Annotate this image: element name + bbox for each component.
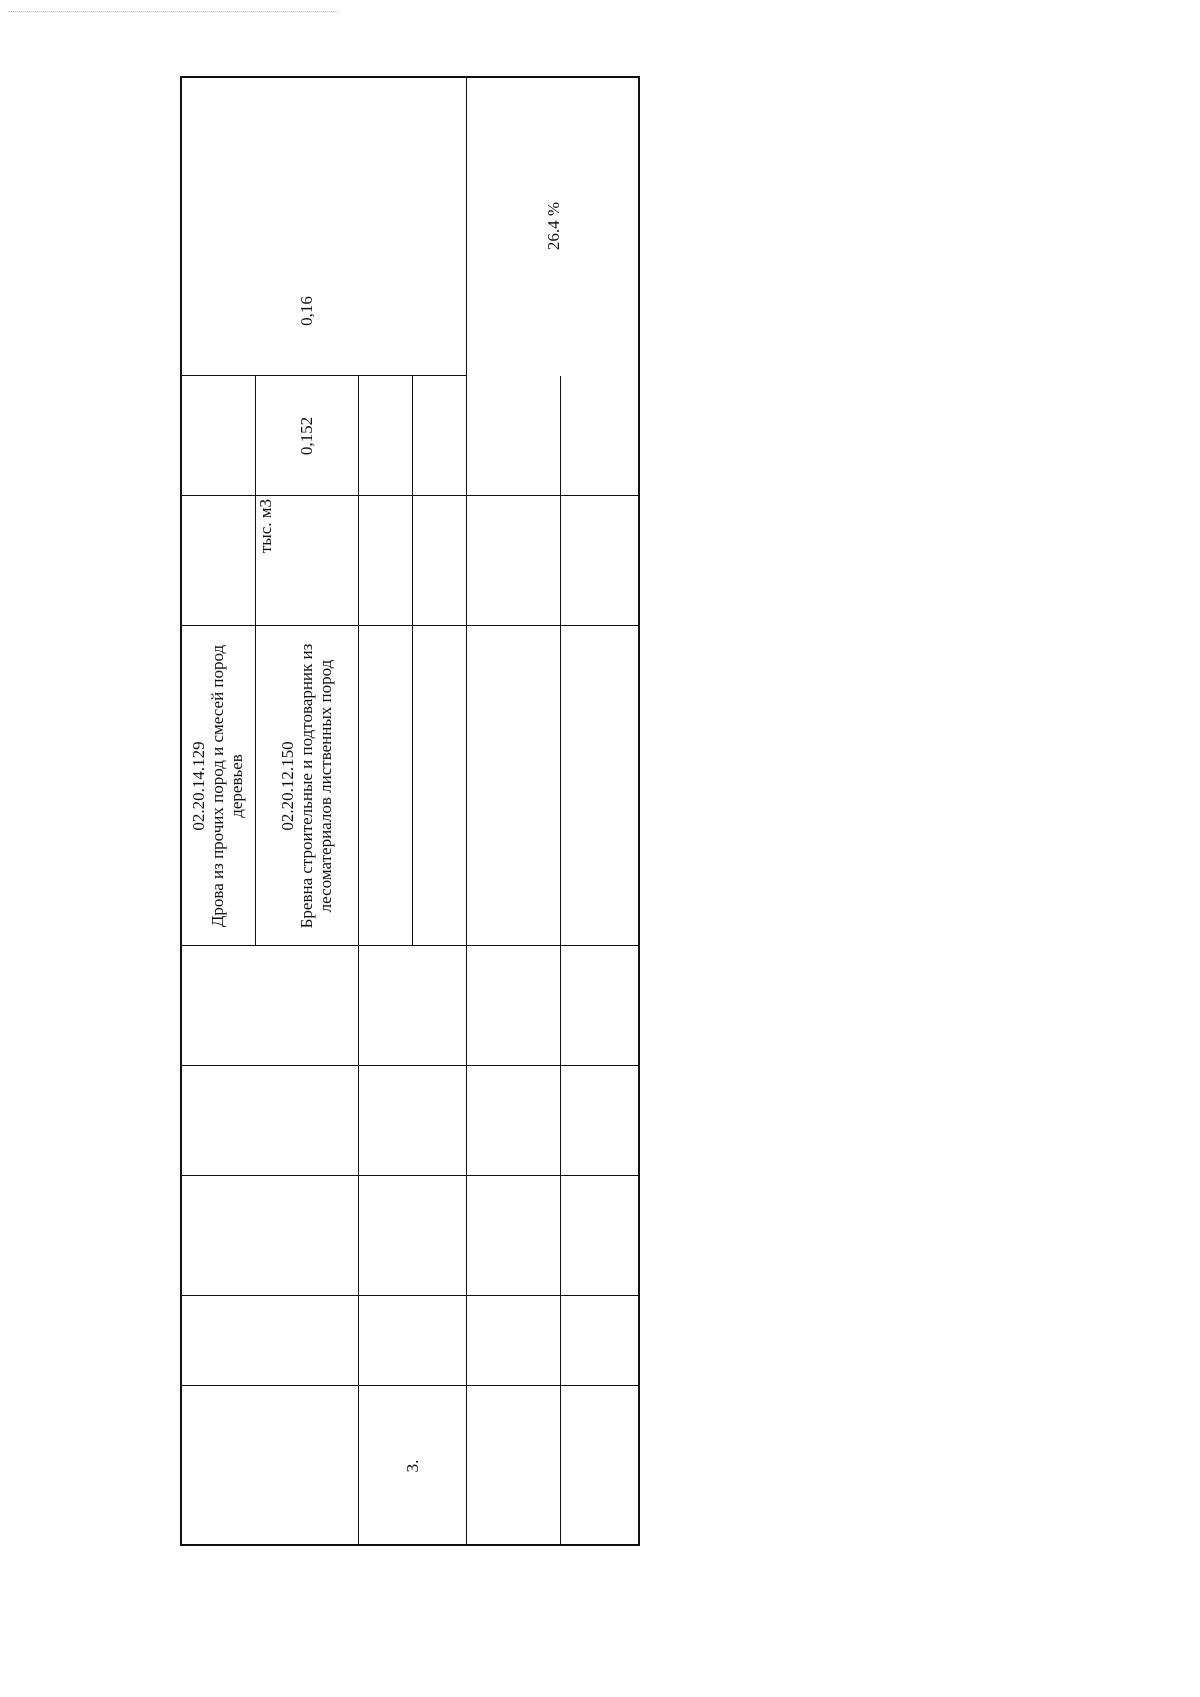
row-number: 3. xyxy=(402,1459,422,1473)
col-divider xyxy=(180,495,640,496)
scan-artifact-line xyxy=(8,11,338,12)
material-code: 02.20.14.129 xyxy=(189,741,208,831)
row-divider xyxy=(560,376,561,1546)
share-value: 26.4 % xyxy=(543,201,563,251)
subrow-divider xyxy=(412,376,413,626)
product-cell xyxy=(358,1296,466,1386)
material-value-h: 0,152 xyxy=(297,416,316,456)
material-name: Бревна строительные и подтоварник из лесоматериалов лиственных пород xyxy=(297,643,335,929)
material-code: 02.20.12.150 xyxy=(278,741,297,831)
share-cell xyxy=(466,76,640,376)
subrow-divider xyxy=(412,626,413,946)
material-cell xyxy=(180,626,255,946)
production-table xyxy=(180,76,640,1546)
material-name: Дрова из прочих пород и смесей пород деревьев xyxy=(208,644,246,928)
material-unit-cell xyxy=(255,496,358,626)
material-value-i: 0,16 xyxy=(297,296,316,326)
material-cell xyxy=(255,626,358,946)
material-unit: тыс. м3 xyxy=(256,499,275,554)
col-divider xyxy=(180,1175,640,1176)
col-divider xyxy=(180,1065,640,1066)
